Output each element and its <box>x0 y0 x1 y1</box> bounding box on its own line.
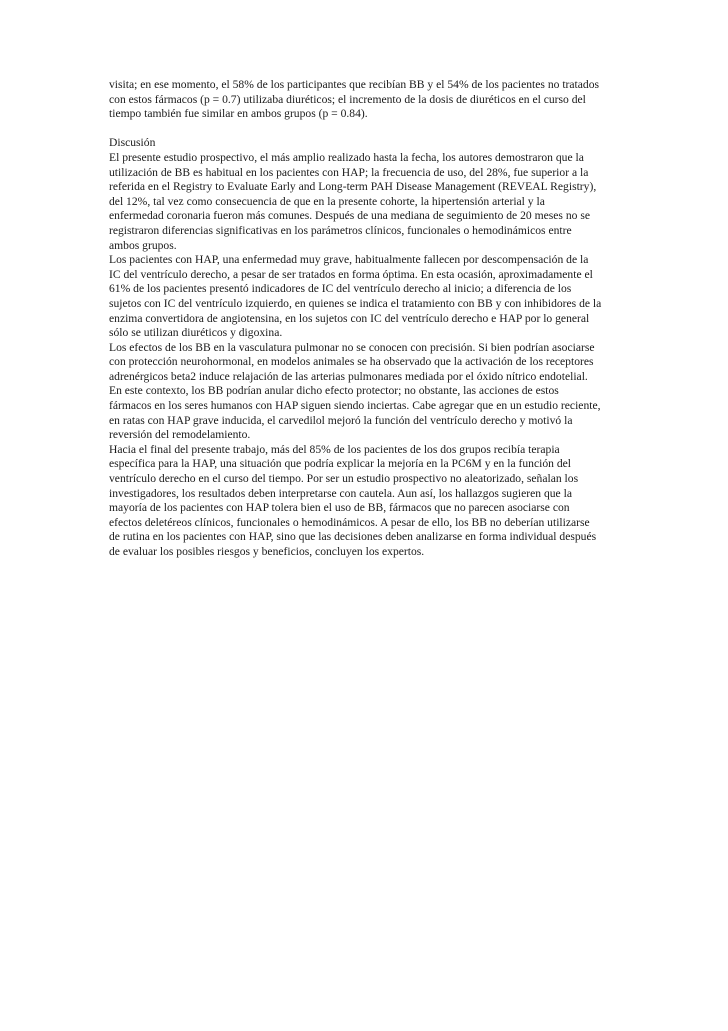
text-line: ventrículo derecho en el curso del tiempo. Por ser un estudio prospectivo no aleatorizado, señalan los <box>109 472 579 486</box>
text-line: registraron diferencias significativas en los parámetros clínicos, funcionales o hemodinámicos entre <box>109 223 572 237</box>
text-line: Hacia el final del presente trabajo, más del 85% de los pacientes de los dos grupos recibía terapia <box>109 442 560 456</box>
text-line: En este contexto, los BB podrían anular dicho efecto protector; no obstante, las acciones de estos <box>109 384 559 398</box>
text-line: sujetos con IC del ventrículo izquierdo, en quienes se indica el tratamiento con BB y con inhibidores de la <box>109 296 602 310</box>
article-body <box>109 78 629 560</box>
intro-paragraph <box>109 78 629 122</box>
paragraph-4 <box>109 443 629 560</box>
text-line: visita; en ese momento, el 58% de los participantes que recibían BB y el 54% de los pacientes no tratados <box>109 78 600 91</box>
text-line: adrenérgicos beta2 induce relajación de las arterias pulmonares mediada por el óxido nítrico endotelial. <box>109 369 588 383</box>
text-line: IC del ventrículo derecho, a pesar de ser tratados en forma óptima. En esta ocasión, aproximadamente el <box>109 267 593 281</box>
text-line: investigadores, los resultados deben interpretarse con cautela. Aun así, los hallazgos sugieren que la <box>109 486 572 500</box>
text-line: referida en el Registry to Evaluate Early and Long-term PAH Disease Management (REVEAL Registry), <box>109 180 597 194</box>
text-line: con estos fármacos (p = 0.7) utilizaba diuréticos; el incremento de la dosis de diuréticos en el curso del <box>109 92 586 106</box>
text-line: tiempo también fue similar en ambos grupos (p = 0.84). <box>109 107 368 121</box>
section-heading: Discusión <box>109 136 156 150</box>
paragraph-2 <box>109 253 629 341</box>
text-line: mayoría de los pacientes con HAP tolera bien el uso de BB, fármacos que no parecen asociarse con <box>109 501 570 515</box>
text-line: de evaluar los posibles riesgos y beneficios, concluyen los expertos. <box>109 545 425 558</box>
text-line: enfermedad coronaria fueron más comunes. Después de una mediana de seguimiento de 20 meses no se <box>109 209 590 223</box>
text-line: enzima convertidora de angiotensina, en los sujetos con IC del ventrículo derecho e HAP por lo general <box>109 311 590 325</box>
text-line: con protección neurohormonal, en modelos animales se ha observado que la activación de los receptores <box>109 355 594 369</box>
text-line: ambos grupos. <box>109 238 177 252</box>
text-line: 61% de los pacientes presentó indicadores de IC del ventrículo derecho al inicio; a diferencia de los <box>109 282 572 296</box>
text-line: utilización de BB es habitual en los pacientes con HAP; la frecuencia de uso, del 28%, fue superior a la <box>109 165 589 179</box>
text-line: reversión del remodelamiento. <box>109 428 251 442</box>
text-line: sólo se utilizan diuréticos y digoxina. <box>109 326 283 340</box>
text-line: efectos deletéreos clínicos, funcionales o hemodinámicos. A pesar de ello, los BB no deberían utilizarse <box>109 515 590 529</box>
paragraph-gap <box>109 122 629 137</box>
text-line: específica para la HAP, una situación que podría explicar la mejoría en la PC6M y en la función del <box>109 457 571 471</box>
text-line: Los pacientes con HAP, una enfermedad muy grave, habitualmente fallecen por descompensación de la <box>109 253 589 267</box>
text-line: en ratas con HAP grave inducida, el carvedilol mejoró la función del ventrículo derecho y motivó la <box>109 413 573 427</box>
text-line: El presente estudio prospectivo, el más amplio realizado hasta la fecha, los autores demostraron que la <box>109 150 584 164</box>
text-line: del 12%, tal vez como consecuencia de que en la presente cohorte, la hipertensión arterial y la <box>109 194 545 208</box>
text-line: Los efectos de los BB en la vasculatura pulmonar no se conocen con precisión. Si bien podrían asociarse <box>109 340 595 354</box>
paragraph-3 <box>109 341 629 443</box>
text-line: fármacos en los seres humanos con HAP siguen siendo inciertas. Cabe agregar que en un estudio reciente, <box>109 399 601 413</box>
paragraph-1 <box>109 151 629 253</box>
text-line: de rutina en los pacientes con HAP, sino que las decisiones deben analizarse en forma individual después <box>109 530 597 544</box>
